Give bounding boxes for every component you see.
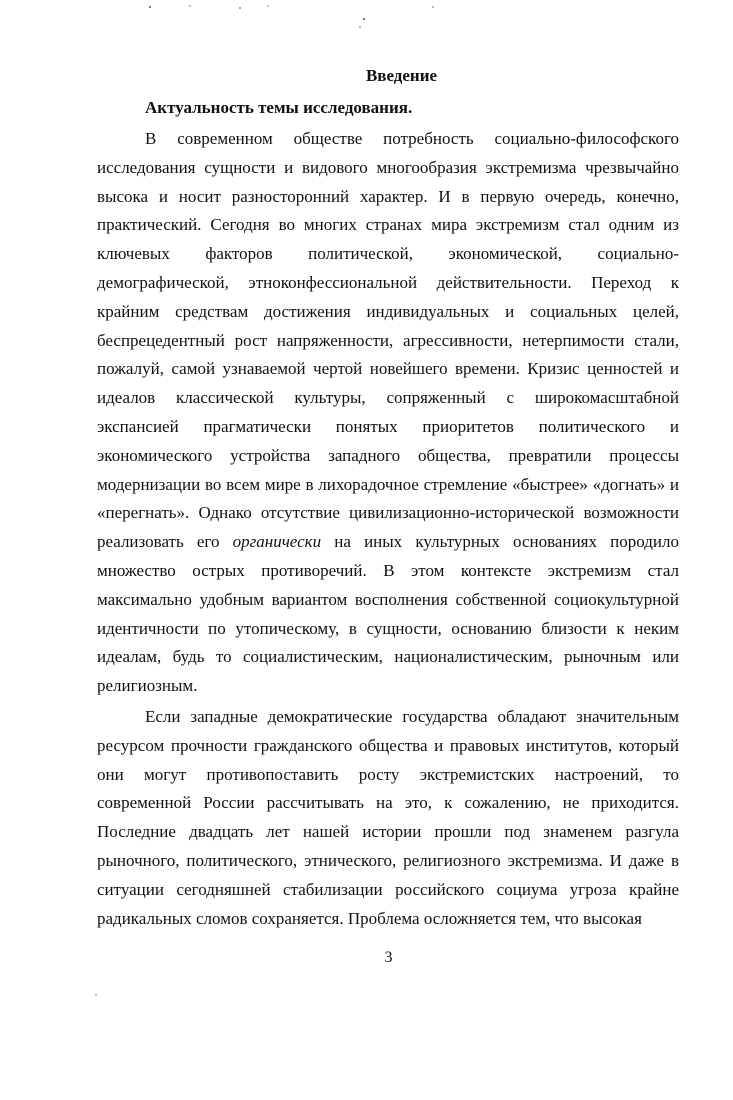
section-heading: Введение: [365, 66, 438, 85]
paragraph-1-part-1: В современном обществе потребность социально-философского исследования сущности и видового многообразия экстремизма чрезвычайно высока и носит разносторонний характер. И в первую очередь, конечно, практический. Сегодня во многих странах мира экстремизм стал одним из ключевых факторов политической, экономической, социально-демографической, этноконфессиональной действительности. Переход к крайним средствам достижения индивидуальных и социальных целей, беспрецедентный рост напряженности, агрессивности, нетерпимости стали, пожалуй, самой узнаваемой чертой новейшего времени. Кризис ценностей и идеалов классической культуры, сопряженный с широкомасштабной экспансией прагматически понятых приоритетов политического и экономического устройства западного общества, превратили процессы модернизации во всем мире в лихорадочное стремление «быстрее» «догнать» и «перегнать». Однако отсутствие цивилизационно-исторической возможности реализовать его: [97, 129, 679, 552]
paragraph-1: [97, 125, 679, 701]
paragraph-2: [97, 703, 679, 933]
page-number: 3: [384, 949, 393, 966]
subsection-heading: Актуальность темы исследования.: [145, 98, 413, 117]
paragraph-1-text: [97, 125, 679, 701]
paragraph-2-text: Если западные демократические государства обладают значительным ресурсом прочности гражданского общества и правовых институтов, который они могут противопоставить росту экстремистских настроений, то современной России рассчитывать на это, к сожалению, не приходится. Последние двадцать лет нашей истории прошли под знаменем разгула рыночного, политического, этнического, религиозного экстремизма. И даже в ситуации сегодняшней стабилизации российского социума угроза крайне радикальных сломов сохраняется. Проблема осложняется тем, что высокая: [97, 707, 679, 928]
paragraph-1-emphasis: органически: [232, 532, 322, 552]
paragraph-1-part-2: на иных культурных основаниях породило множество острых противоречий. В этом контексте экстремизм стал максимально удобным вариантом восполнения собственной социокультурной идентичности по утопическому, в сущности, основанию близости к неким идеалам, будь то социалистическим, националистическим, рыночным или религиозным.: [97, 532, 679, 696]
